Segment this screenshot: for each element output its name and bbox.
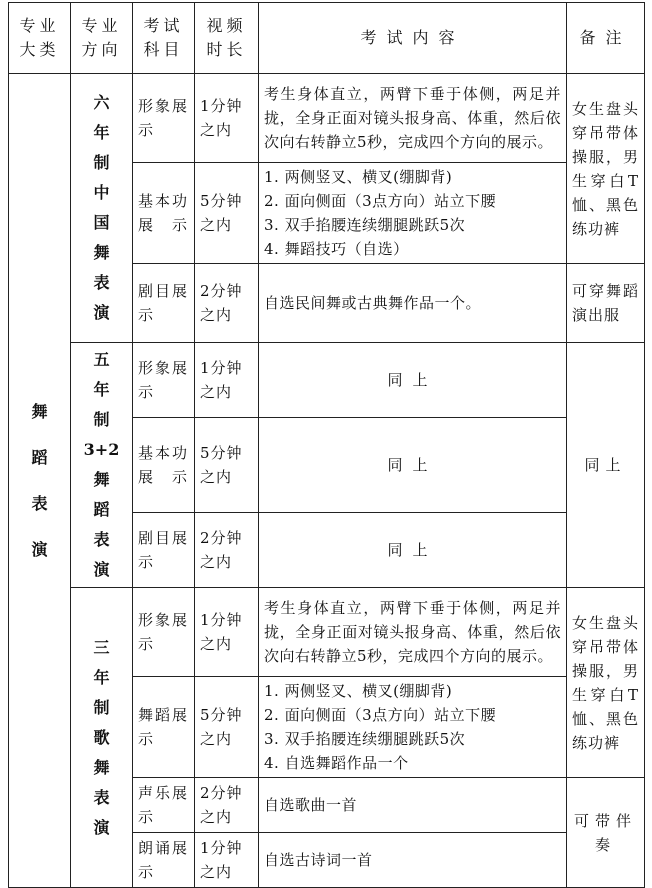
duration-cell: 1分钟之内 (195, 74, 259, 163)
content-cell: 自选民间舞或古典舞作品一个。 (259, 264, 567, 343)
table-row (9, 588, 645, 677)
header-row (9, 3, 645, 74)
content-cell: 同上 (259, 343, 567, 418)
direction-cell-3 (71, 588, 133, 888)
category-cell (9, 74, 71, 888)
direction-label-1: 六 年 制 中 国 舞 表 演 (93, 93, 110, 322)
duration-cell: 2分钟之内 (195, 264, 259, 343)
duration-cell: 2分钟之内 (195, 513, 259, 588)
list-item: 2. 面向侧面（3点方向）站立下腰 (264, 706, 497, 724)
content-cell: 自选歌曲一首 (259, 778, 567, 833)
subject-cell: 舞蹈展示 (133, 677, 195, 778)
subject-cell: 基本功展示 (133, 417, 195, 513)
list-item: 2. 面向侧面（3点方向）站立下腰 (264, 192, 497, 210)
duration-cell: 5分钟之内 (195, 677, 259, 778)
list-item: 4. 舞蹈技巧（自选） (264, 240, 409, 258)
note-cell: 女生盘头穿吊带体操服，男生穿白T恤、黑色练功裤 (567, 74, 645, 264)
note-cell: 同上 (567, 343, 645, 588)
duration-cell: 1分钟之内 (195, 343, 259, 418)
subject-cell: 剧目展示 (133, 513, 195, 588)
list-item: 3. 双手掐腰连续绷腿跳跃5次 (264, 216, 466, 234)
content-cell: 考生身体直立，两臂下垂于体侧，两足并拢，全身正面对镜头报身高、体重，然后依次向右转静立5秒，完成四个方向的展示。 (259, 588, 567, 677)
note-cell: 可带伴奏 (567, 778, 645, 888)
category-label: 舞 蹈 表 演 (31, 401, 48, 559)
note-cell: 可穿舞蹈演出服 (567, 264, 645, 343)
note-cell: 女生盘头穿吊带体操服，男生穿白T恤、黑色练功裤 (567, 588, 645, 778)
direction-label-3: 三 年 制 歌 舞 表 演 (93, 637, 110, 837)
subject-cell: 朗诵展示 (133, 833, 195, 888)
list-item: 1. 两侧竖叉、横叉(绷脚背) (264, 168, 453, 186)
subject-cell: 声乐展示 (133, 778, 195, 833)
header-subject: 考试科目 (133, 3, 195, 74)
content-cell: 同上 (259, 417, 567, 513)
direction-cell-1 (71, 74, 133, 343)
subject-cell: 形象展示 (133, 74, 195, 163)
header-content: 考试内容 (259, 3, 567, 74)
duration-cell: 1分钟之内 (195, 833, 259, 888)
duration-cell: 1分钟之内 (195, 588, 259, 677)
direction-cell-2 (71, 343, 133, 588)
duration-cell: 5分钟之内 (195, 417, 259, 513)
subject-cell: 形象展示 (133, 588, 195, 677)
table-row (9, 343, 645, 418)
exam-table (8, 2, 645, 888)
header-duration: 视频时长 (195, 3, 259, 74)
duration-cell: 2分钟之内 (195, 778, 259, 833)
content-cell: 同上 (259, 513, 567, 588)
list-item: 1. 两侧竖叉、横叉(绷脚背) (264, 682, 453, 700)
subject-cell: 剧目展示 (133, 264, 195, 343)
header-category: 专业大类 (9, 3, 71, 74)
content-cell: 自选古诗词一首 (259, 833, 567, 888)
subject-cell: 基本功展示 (133, 163, 195, 264)
header-note: 备注 (567, 3, 645, 74)
content-list (259, 677, 567, 778)
duration-cell: 5分钟之内 (195, 163, 259, 264)
list-item: 4. 自选舞蹈作品一个 (264, 754, 409, 772)
direction-label-2: 五 年 制 3+2 舞 蹈 表 演 (83, 350, 120, 579)
content-list (259, 163, 567, 264)
table-row (9, 74, 645, 163)
header-direction: 专业方向 (71, 3, 133, 74)
subject-cell: 形象展示 (133, 343, 195, 418)
list-item: 3. 双手掐腰连续绷腿跳跃5次 (264, 730, 466, 748)
content-cell: 考生身体直立，两臂下垂于体侧，两足并拢，全身正面对镜头报身高、体重，然后依次向右转静立5秒，完成四个方向的展示。 (259, 74, 567, 163)
